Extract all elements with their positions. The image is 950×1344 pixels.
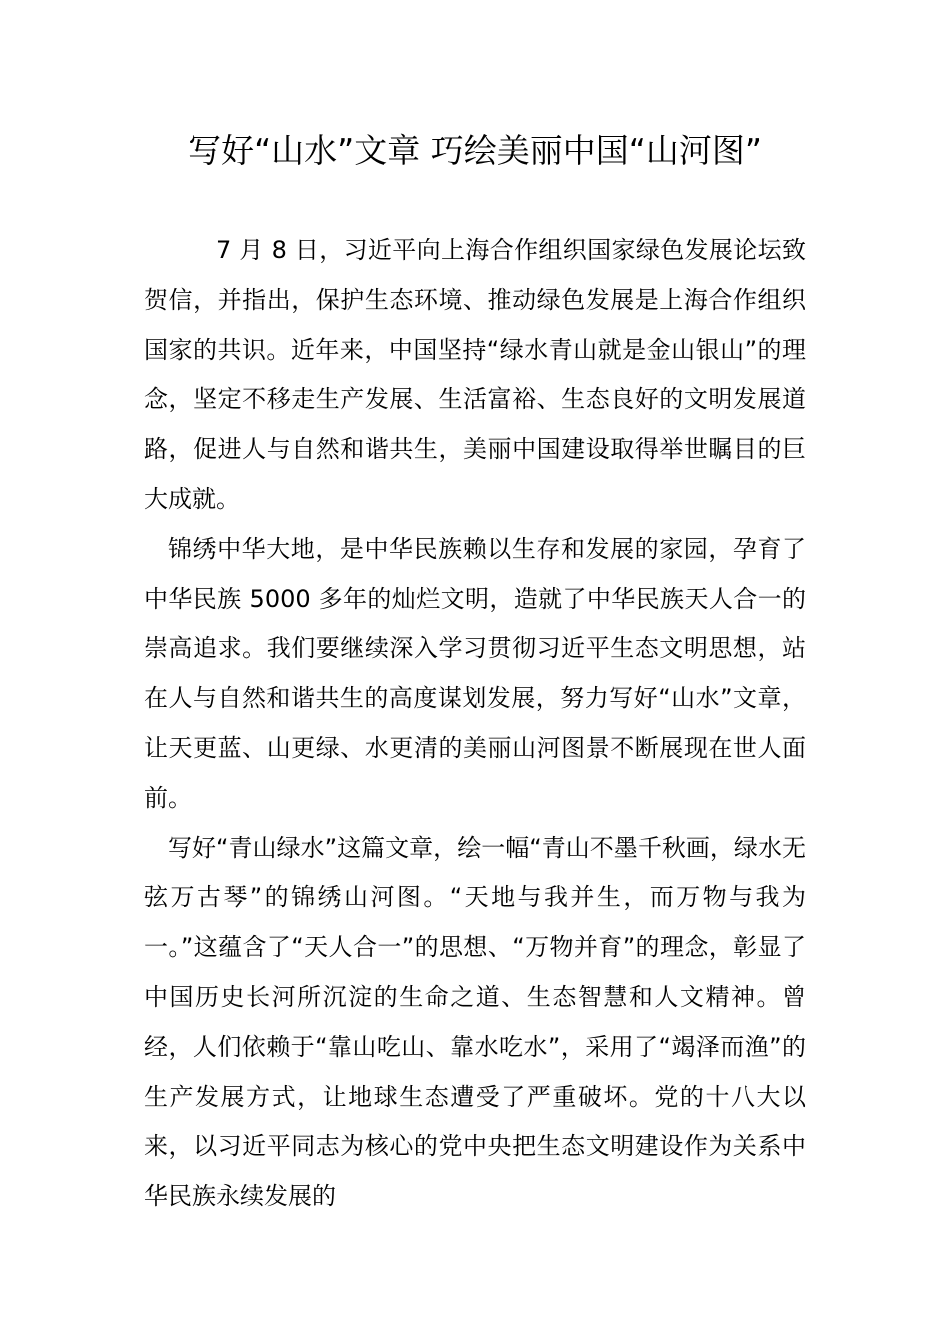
paragraph-1: 7 月 8 日，习近平向上海合作组织国家绿色发展论坛致贺信，并指出，保护生态环境、推动绿色发展是上海合作组织国家的共识。近年来，中国坚持“绿水青山就是金山银山”的理念，坚定不移走生产发展、生活富裕、生态良好的文明发展道路，促进人与自然和谐共生，美丽中国建设取得举世瞩目的巨大成就。 xyxy=(144,236,806,513)
article-title: 写好“山水”文章 巧绘美丽中国“山河图” xyxy=(188,131,762,170)
article-body xyxy=(144,226,806,1222)
paragraph-3: 写好“青山绿水”这篇文章，绘一幅“青山不墨千秋画，绿水无弦万古琴”的锦绣山河图。“天地与我并生，而万物与我为一。”这蕴含了“天人合一”的思想、“万物并育”的理念，彰显了中国历史长河所沉淀的生命之道、生态智慧和人文精神。曾经，人们依赖于“靠山吃山、靠水吃水”，采用了“竭泽而渔”的生产发展方式，让地球生态遭受了严重破坏。党的十八大以来，以习近平同志为核心的党中央把生态文明建设作为关系中华民族永续发展的 xyxy=(144,833,806,1211)
paragraph-2: 锦绣中华大地，是中华民族赖以生存和发展的家园，孕育了中华民族 5000 多年的灿烂文明，造就了中华民族天人合一的崇高追求。我们要继续深入学习贯彻习近平生态文明思想，站在人与自然和谐共生的高度谋划发展，努力写好“山水”文章，让天更蓝、山更绿、水更清的美丽山河图景不断展现在世人面前。 xyxy=(144,534,806,812)
